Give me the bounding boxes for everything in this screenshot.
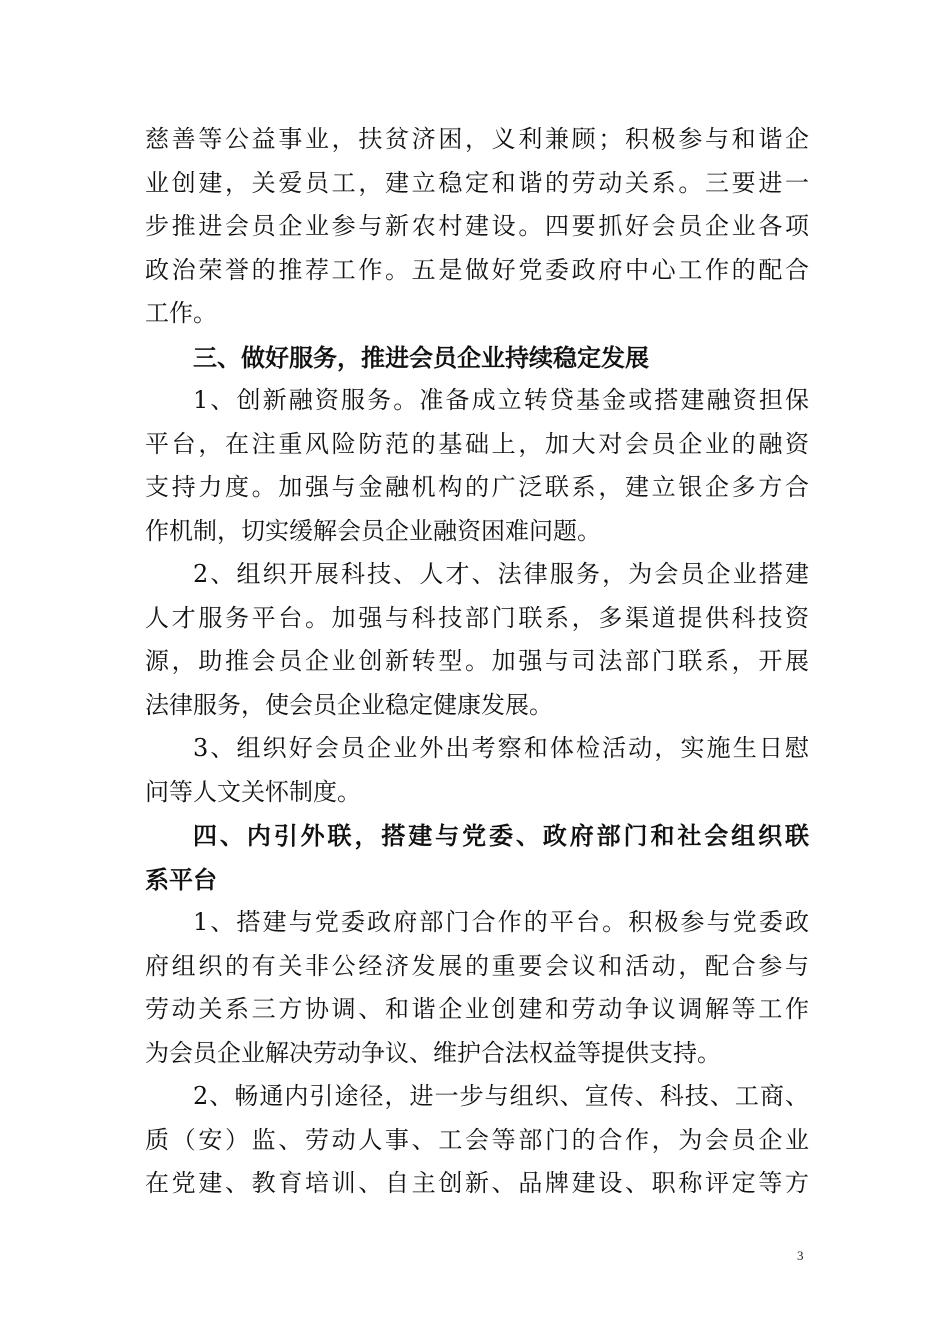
page-number: 3 (797, 1248, 804, 1263)
body-text (145, 118, 809, 1206)
section-heading: 三、做好服务，推进会员企业持续稳定发展 (193, 342, 649, 372)
section-heading: 四、内引外联，搭建与党委、政府部门和社会组织联 (193, 821, 809, 850)
text-line: 工作。 (145, 299, 217, 327)
text-line: 步推进会员企业参与新农村建设。四要抓好会员企业各项 (145, 212, 809, 240)
text-line: 业创建，关爱员工，建立稳定和谐的劳动关系。三要进一 (145, 168, 809, 197)
text-line: 3、组织好会员企业外出考察和体检活动，实施生日慰 (193, 734, 809, 762)
text-line: 政治荣誉的推荐工作。五是做好党委政府中心工作的配合 (145, 255, 809, 284)
text-line: 2、组织开展科技、人才、法律服务，为会员企业搭建 (193, 560, 809, 588)
text-line: 平台，在注重风险防范的基础上，加大对会员企业的融资 (145, 429, 809, 458)
text-line: 在党建、教育培训、自主创新、品牌建设、职称评定等方 (145, 1169, 809, 1197)
text-line: 1、创新融资服务。准备成立转贷基金或搭建融资担保 (193, 386, 809, 414)
text-line: 为会员企业解决劳动争议、维护合法权益等提供支持。 (145, 1038, 721, 1067)
text-line: 作机制，切实缓解会员企业融资困难问题。 (145, 516, 601, 545)
text-line: 支持力度。加强与金融机构的广泛联系，建立银企多方合 (145, 473, 809, 501)
text-line: 问等人文关怀制度。 (145, 777, 361, 806)
text-line: 府组织的有关非公经济发展的重要会议和活动，配合参与 (145, 951, 809, 980)
text-line: 质（安）监、劳动人事、工会等部门的合作，为会员企业 (145, 1125, 809, 1154)
text-line: 1、搭建与党委政府部门合作的平台。积极参与党委政 (193, 908, 809, 936)
section-heading: 系平台 (145, 864, 217, 894)
text-line: 慈善等公益事业，扶贫济困，义利兼顾；积极参与和谐企 (145, 125, 809, 153)
text-line: 2、畅通内引途径，进一步与组织、宣传、科技、工商、 (193, 1082, 809, 1110)
text-line: 源，助推会员企业创新转型。加强与司法部门联系，开展 (145, 647, 809, 675)
text-line: 法律服务，使会员企业稳定健康发展。 (145, 690, 553, 719)
text-line: 劳动关系三方协调、和谐企业创建和劳动争议调解等工作 (145, 995, 809, 1023)
text-line: 人才服务平台。加强与科技部门联系，多渠道提供科技资 (145, 603, 809, 632)
